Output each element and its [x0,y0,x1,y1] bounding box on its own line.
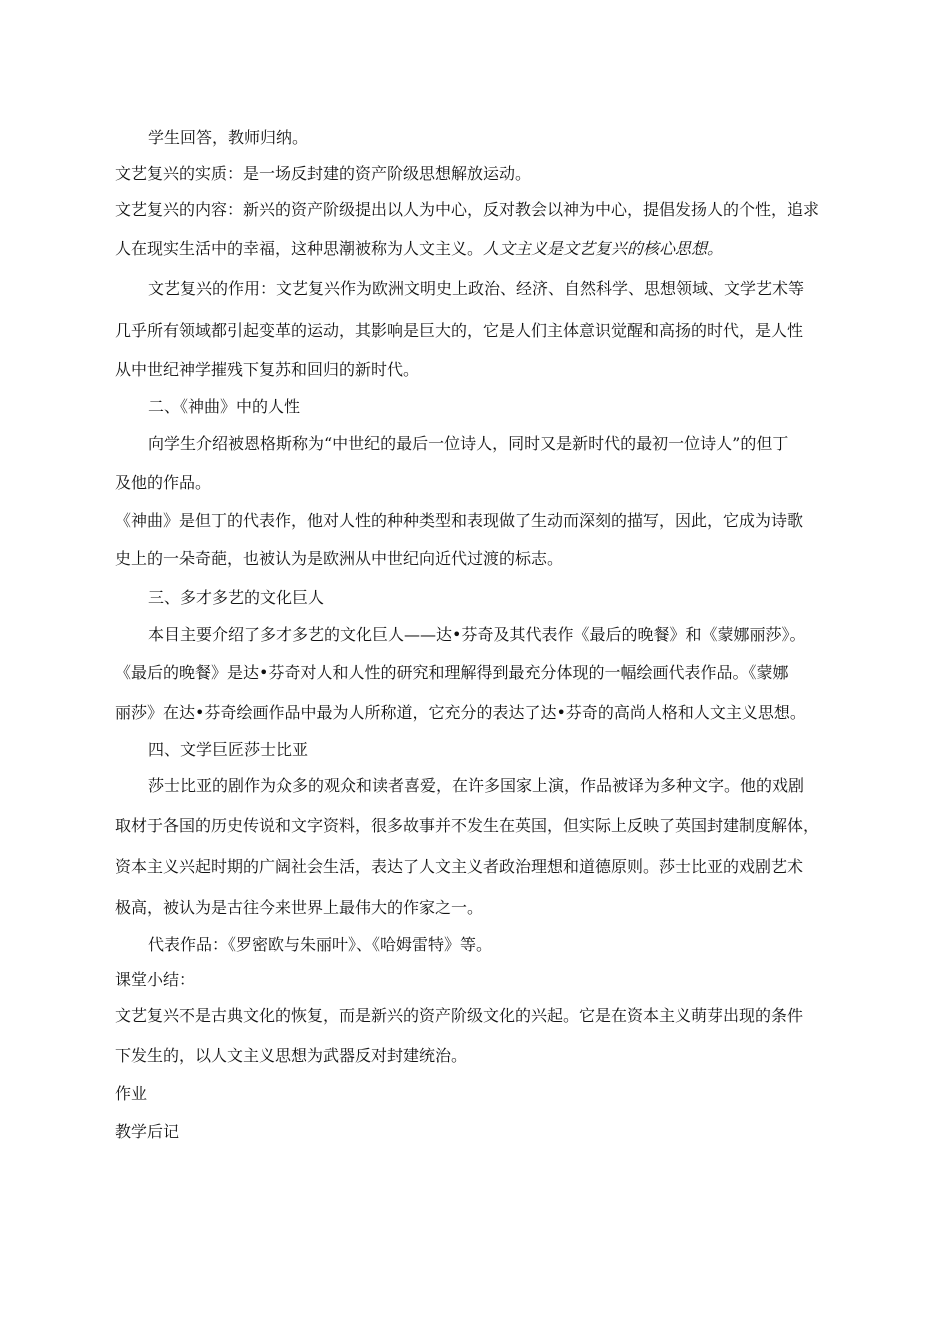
section-heading: 教学后记 [115,1122,180,1141]
section-heading: 课堂小结： [115,970,196,989]
paragraph-line: 文艺复兴不是古典文化的恢复，而是新兴的资产阶级文化的兴起。它是在资本主义萌芽出现的条件 [115,1006,804,1025]
section-heading: 作业 [115,1084,148,1103]
paragraph-line: 史上的一朵奇葩，也被认为是欧洲从中世纪向近代过渡的标志。 [115,549,564,568]
paragraph-line: 资本主义兴起时期的广阔社会生活，表达了人文主义者政治理想和道德原则。莎士比亚的戏剧艺术 [115,857,804,876]
paragraph-line: 取材于各国的历史传说和文字资料，很多故事并不发生在英国，但实际上反映了英国封建制度解体， [115,816,820,835]
paragraph-line: 向学生介绍被恩格斯称为“中世纪的最后一位诗人，同时又是新时代的最初一位诗人”的但丁 [148,434,789,453]
paragraph-line: 莎士比亚的剧作为众多的观众和读者喜爱，在许多国家上演，作品被译为多种文字。他的戏剧 [148,776,805,795]
paragraph-line: 文艺复兴的内容：新兴的资产阶级提出以人为中心，反对教会以神为中心，提倡发扬人的个性，追求 [115,200,820,219]
paragraph-line: 极高，被认为是古往今来世界上最伟大的作家之一。 [115,898,484,917]
paragraph-line: 《神曲》是但丁的代表作，他对人性的种种类型和表现做了生动而深刻的描写，因此，它成为诗歌 [115,511,804,530]
section-heading: 二、《神曲》中的人性 [148,397,301,416]
paragraph-line [115,238,840,260]
paragraph-line: 及他的作品。 [115,473,212,492]
paragraph-line: 下发生的，以人文主义思想为武器反对封建统治。 [115,1046,468,1065]
paragraph-line: 代表作品：《罗密欧与朱丽叶》、《哈姆雷特》等。 [148,935,493,954]
paragraph-line-text: 人在现实生活中的幸福，这种思潮被称为人文主义。 [115,239,484,258]
paragraph-line: 文艺复兴的实质：是一场反封建的资产阶级思想解放运动。 [115,164,532,183]
paragraph-line: 《最后的晚餐》是达•芬奇对人和人性的研究和理解得到最充分体现的一幅绘画代表作品。《蒙娜 [115,663,789,682]
paragraph-line: 从中世纪神学摧残下复苏和回归的新时代。 [115,360,420,379]
paragraph-line: 丽莎》在达•芬奇绘画作品中最为人所称道，它充分的表达了达•芬奇的高尚人格和人文主义思想。 [115,703,806,722]
section-heading: 四、文学巨匠莎士比亚 [148,740,309,759]
paragraph-line: 本目主要介绍了多才多艺的文化巨人——达•芬奇及其代表作《最后的晚餐》和《蒙娜丽莎》。 [148,625,806,644]
paragraph-line: 文艺复兴的作用：文艺复兴作为欧洲文明史上政治、经济、自然科学、思想领域、文学艺术等 [148,279,805,298]
paragraph-line: 学生回答，教师归纳。 [148,128,309,147]
paragraph-line: 几乎所有领域都引起变革的运动，其影响是巨大的，它是人们主体意识觉醒和高扬的时代，是人性 [115,321,804,340]
section-heading: 三、多才多艺的文化巨人 [148,588,325,607]
italic-emphasis: 人文主义是文艺复兴的核心思想。 [483,239,724,258]
